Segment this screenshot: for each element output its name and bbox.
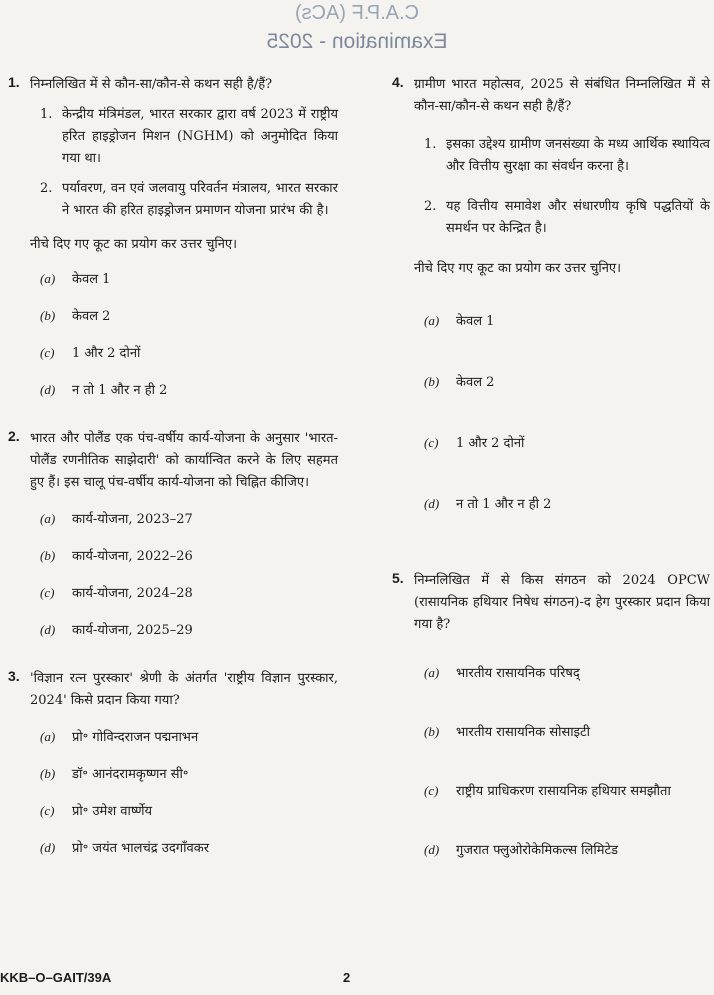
option-c[interactable] xyxy=(40,582,338,605)
option-c[interactable] xyxy=(424,432,710,455)
statement-number: 1. xyxy=(40,107,53,122)
option-label: (d) xyxy=(40,382,56,397)
option-label: (b) xyxy=(424,374,440,389)
option-d[interactable] xyxy=(40,837,338,860)
question-2 xyxy=(8,428,338,642)
statement-number: 1. xyxy=(424,137,437,152)
option-label: (d) xyxy=(40,840,56,855)
option-label: (c) xyxy=(424,783,439,798)
question-number: 5. xyxy=(392,570,404,586)
option-label: (d) xyxy=(424,496,440,511)
option-text: भारतीय रासायनिक सोसाइटी xyxy=(456,725,590,740)
mirrored-header-line-1: C.A.P.F (ACs) xyxy=(294,2,420,24)
question-number: 4. xyxy=(392,74,404,90)
question-text: 'विज्ञान रत्न पुरस्कार' श्रेणी के अंतर्गत 'राष्ट्रीय विज्ञान पुरस्कार, 2024' किसे प्रदान किया गया? xyxy=(30,671,338,708)
statement-text: इसका उद्देश्य ग्रामीण जनसंख्या के मध्य आर्थिक स्थायित्व और वित्तीय सुरक्षा का संवर्धन करना है। xyxy=(446,137,710,174)
paper-code: KKB–O–GAIT/39A xyxy=(0,970,112,985)
option-text: 1 और 2 दोनों xyxy=(72,346,141,361)
option-label: (a) xyxy=(424,665,440,680)
option-b[interactable] xyxy=(424,721,710,744)
option-text: गुजरात फ्लुओरोकेमिकल्स लिमिटेड xyxy=(456,843,618,858)
option-b[interactable] xyxy=(40,545,338,568)
option-c[interactable] xyxy=(40,342,338,365)
option-text: डॉ॰ आनंदरामकृष्णन सी॰ xyxy=(72,767,189,782)
option-label: (c) xyxy=(424,435,439,450)
option-d[interactable] xyxy=(424,493,710,516)
question-text: भारत और पोलैंड एक पंच-वर्षीय कार्य-योजना के अनुसार 'भारत-पोलैंड रणनीतिक साझेदारी' को कार्यान्वित करने के लिए सहमत हुए हैं। इस चालू पंच-वर्षीय कार्य-योजना को चिह्नित कीजिए। xyxy=(30,431,338,490)
option-text: न तो 1 और न ही 2 xyxy=(456,497,552,512)
option-label: (b) xyxy=(40,766,56,781)
option-d[interactable] xyxy=(424,839,710,862)
option-a[interactable] xyxy=(424,310,710,333)
instruction-note: नीचे दिए गए कूट का प्रयोग कर उत्तर चुनिए। xyxy=(414,261,622,276)
right-column xyxy=(392,74,710,862)
option-d[interactable] xyxy=(40,619,338,642)
statement-1 xyxy=(40,104,338,170)
option-c[interactable] xyxy=(40,800,338,823)
option-text: प्रो॰ जयंत भालचंद्र उदगाँवकर xyxy=(72,841,210,856)
option-text: भारतीय रासायनिक परिषद् xyxy=(456,666,580,681)
statement-text: पर्यावरण, वन एवं जलवायु परिवर्तन मंत्रालय, भारत सरकार ने भारत की हरित हाइड्रोजन प्रमाणन योजना प्रारंभ की है। xyxy=(62,181,338,218)
option-label: (a) xyxy=(40,511,56,526)
option-d[interactable] xyxy=(40,379,338,402)
option-text: प्रो॰ उमेश वार्ष्णेय xyxy=(72,804,153,819)
option-b[interactable] xyxy=(40,763,338,786)
question-1 xyxy=(8,74,338,402)
option-label: (c) xyxy=(40,803,55,818)
option-label: (b) xyxy=(40,548,56,563)
option-text: केवल 2 xyxy=(456,375,495,390)
question-text: ग्रामीण भारत महोत्सव, 2025 से संबंधित निम्नलिखित में से कौन-सा/कौन-से कथन सही है/हैं? xyxy=(414,77,710,114)
option-text: कार्य-योजना, 2023–27 xyxy=(72,512,193,527)
statement-text: यह वित्तीय समावेश और संधारणीय कृषि पद्धतियों के समर्थन पर केन्द्रित है। xyxy=(446,199,710,236)
option-label: (a) xyxy=(40,729,56,744)
option-c[interactable] xyxy=(424,780,710,803)
option-text: कार्य-योजना, 2022–26 xyxy=(72,549,193,564)
option-a[interactable] xyxy=(40,726,338,749)
option-text: कार्य-योजना, 2025–29 xyxy=(72,623,193,638)
option-label: (b) xyxy=(424,724,440,739)
option-label: (c) xyxy=(40,345,55,360)
option-text: कार्य-योजना, 2024–28 xyxy=(72,586,193,601)
option-text: न तो 1 और न ही 2 xyxy=(72,383,168,398)
instruction-note: नीचे दिए गए कूट का प्रयोग कर उत्तर चुनिए। xyxy=(30,237,238,252)
option-text: केवल 1 xyxy=(456,314,495,329)
question-number: 2. xyxy=(8,428,20,444)
question-number: 1. xyxy=(8,74,20,90)
left-column xyxy=(8,74,338,860)
option-text: 1 और 2 दोनों xyxy=(456,436,525,451)
option-label: (a) xyxy=(424,313,440,328)
statement-text: केन्द्रीय मंत्रिमंडल, भारत सरकार द्वारा वर्ष 2023 में राष्ट्रीय हरित हाइड्रोजन मिशन (NGHM) को अनुमोदित किया गया था। xyxy=(62,107,338,166)
option-a[interactable] xyxy=(40,508,338,531)
statement-2 xyxy=(40,178,338,222)
question-text: निम्नलिखित में से कौन-सा/कौन-से कथन सही है/हैं? xyxy=(30,77,273,92)
option-text: राष्ट्रीय प्राधिकरण रासायनिक हथियार समझौता xyxy=(456,784,671,799)
statement-number: 2. xyxy=(424,199,437,214)
option-a[interactable] xyxy=(40,268,338,291)
question-number: 3. xyxy=(8,668,20,684)
mirrored-header-line-2: Examination - 2025 xyxy=(266,30,448,53)
statement-2 xyxy=(424,196,710,240)
question-4 xyxy=(392,74,710,516)
option-text: केवल 1 xyxy=(72,272,111,287)
option-label: (a) xyxy=(40,271,56,286)
question-text: निम्नलिखित में से किस संगठन को 2024 OPCW (रासायनिक हथियार निषेध संगठन)-द हेग पुरस्कार प्रदान किया गया है? xyxy=(414,573,710,632)
question-5 xyxy=(392,570,710,862)
option-label: (d) xyxy=(40,622,56,637)
option-b[interactable] xyxy=(40,305,338,328)
statement-1 xyxy=(424,134,710,178)
page-number: 2 xyxy=(343,970,351,985)
option-text: प्रो॰ गोविन्दराजन पद्मनाभन xyxy=(72,730,199,745)
option-text: केवल 2 xyxy=(72,309,111,324)
option-label: (b) xyxy=(40,308,56,323)
option-a[interactable] xyxy=(424,662,710,685)
question-3 xyxy=(8,668,338,860)
option-label: (c) xyxy=(40,585,55,600)
statement-number: 2. xyxy=(40,181,53,196)
option-b[interactable] xyxy=(424,371,710,394)
option-label: (d) xyxy=(424,842,440,857)
